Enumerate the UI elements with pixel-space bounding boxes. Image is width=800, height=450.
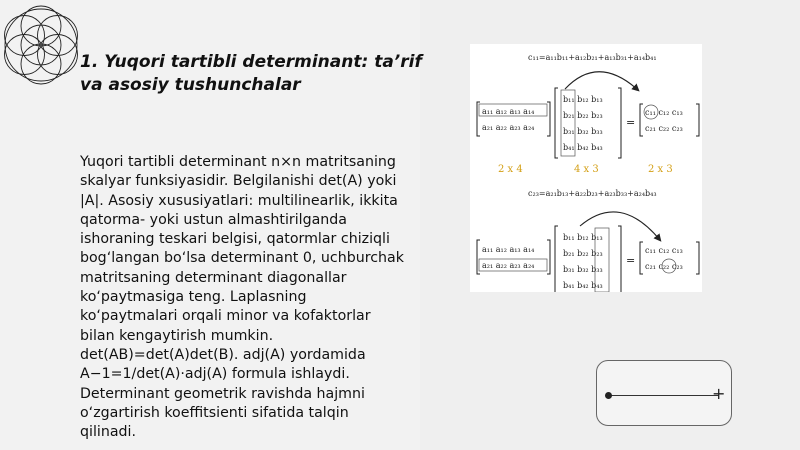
matrix-c-row: c₂₁ c₂₂ c₂₃ (645, 262, 683, 271)
matrix-c-row: c₁₁ c₁₂ c₁₃ (645, 108, 683, 117)
matrix-b-row: b₁₁ b₁₂ b₁₃ (563, 95, 603, 104)
equals-sign: = (626, 116, 636, 129)
matrix-a-row: a₂₁ a₂₂ a₂₃ a₂₄ (482, 123, 535, 132)
body-line: bog‘langan bo‘lsa determinant 0, uchburchak (80, 250, 404, 267)
matrix-b-row: b₃₁ b₃₂ b₃₃ (563, 127, 603, 136)
matrix-b-row: b₂₁ b₂₂ b₂₃ (563, 111, 603, 120)
matrix-b-row: b₄₁ b₄₂ b₄₃ (563, 281, 603, 290)
dim-label: 4 x 3 (574, 164, 599, 175)
body-line: ko‘paytmasiga teng. Laplasning (80, 289, 307, 306)
body-line: Determinant geometrik ravishda hajmni (80, 385, 365, 402)
matrix-b-row: b₁₁ b₁₂ b₁₃ (563, 233, 603, 242)
formula-c11: c₁₁=a₁₁b₁₁+a₁₂b₂₁+a₁₃b₃₁+a₁₄b₄₁ (528, 53, 657, 62)
body-line: qatorma- yoki ustun almashtirilganda (80, 211, 347, 228)
plus-icon[interactable]: + (712, 384, 726, 403)
body-line: det(AB)=det(A)det(B). adj(A) yordamida (80, 346, 366, 363)
matrix-a-row: a₁₁ a₁₂ a₁₃ a₁₄ (482, 107, 535, 116)
matrix-b-row: b₂₁ b₂₂ b₂₃ (563, 249, 603, 258)
matrix-c-row: c₁₁ c₁₂ c₁₃ (645, 246, 683, 255)
body-line: qilinadi. (80, 424, 136, 441)
matrix-b-row: b₄₁ b₄₂ b₄₃ (563, 143, 603, 152)
dim-label: 2 x 3 (648, 164, 673, 175)
matrix-b-row: b₃₁ b₃₂ b₃₃ (563, 265, 603, 274)
body-line: ishoraning teskari belgisi, qatormlar chiziqli (80, 231, 390, 248)
page-title (80, 51, 450, 97)
matrix-diagram (470, 44, 702, 292)
body-line: A−1=1/det(A)·adj(A) formula ishlaydi. (80, 366, 350, 383)
body-line: o‘zgartirish koeffitsienti sifatida talqin (80, 404, 349, 421)
matrix-multiplication-figure (470, 44, 702, 292)
body-line: matritsaning determinant diagonallar (80, 269, 347, 286)
body-line: ko‘paytmalari orqali minor va kofaktorlar (80, 308, 371, 325)
body-line: skalyar funksiyasidir. Belgilanishi det(A) yoki (80, 173, 397, 190)
arrow-icon (565, 72, 638, 90)
body-line: bilan kengaytirish mumkin. (80, 327, 274, 344)
record-dot-icon[interactable] (605, 392, 612, 399)
matrix-a-row: a₂₁ a₂₂ a₂₃ a₂₄ (482, 261, 535, 270)
progress-track[interactable] (609, 395, 719, 396)
title-line: va asosiy tushunchalar (80, 75, 301, 95)
body-line: Yuqori tartibli determinant n×n matritsaning (80, 154, 396, 170)
rosette-logo-icon (2, 2, 80, 88)
media-player[interactable] (596, 360, 732, 426)
equals-sign: = (626, 254, 636, 267)
title-line: 1. Yuqori tartibli determinant: ta’rif (80, 52, 422, 72)
dim-label: 2 x 4 (498, 164, 523, 175)
formula-c23: c₂₃=a₂₁b₁₃+a₂₂b₂₃+a₂₃b₃₃+a₂₄b₄₃ (528, 189, 657, 198)
body-line: |A|. Asosiy xususiyatlari: multilinearlik, ikkita (80, 192, 398, 209)
matrix-c-row: c₂₁ c₂₂ c₂₃ (645, 124, 683, 133)
body-paragraph (80, 153, 440, 442)
matrix-a-row: a₁₁ a₁₂ a₁₃ a₁₄ (482, 245, 535, 254)
